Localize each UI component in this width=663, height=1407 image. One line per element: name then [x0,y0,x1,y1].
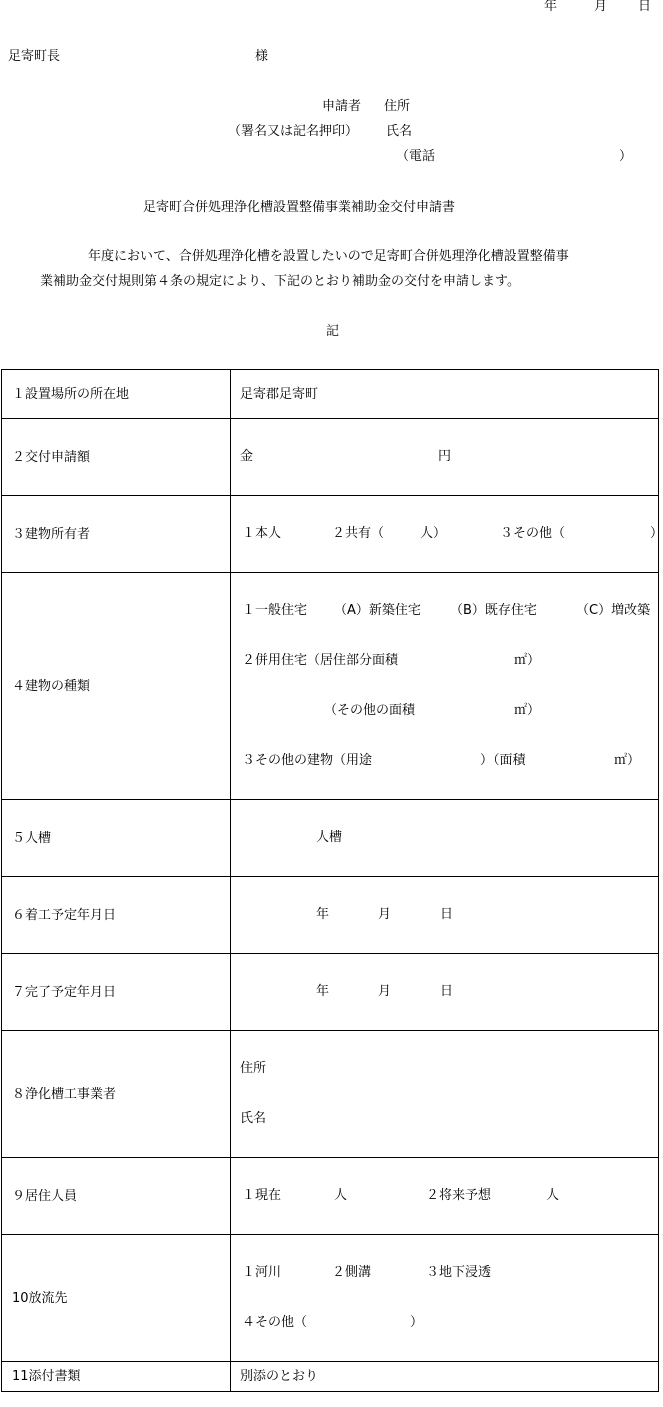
capacity-cell [231,800,659,877]
discharge-other-close: ） [410,1315,424,1330]
completion-date-day: 日 [440,984,454,999]
addressee-name: 足寄町長 [8,49,61,64]
applicant-phone-close: ） [619,149,633,164]
owner-shared-unit: 人） [420,526,447,541]
start-date-day: 日 [440,907,454,922]
table-row [2,370,659,419]
applicant-address-label: 住所 [384,99,411,114]
contractor-address-label: 住所 [240,1061,267,1076]
building-type-existing: （B）既存住宅 [450,603,537,618]
other-building-unit: ㎡） [614,753,641,768]
table-row [2,954,659,1031]
row-label: ２交付申請額 [2,419,231,496]
row-label: ５人槽 [2,800,231,877]
table-row [2,1031,659,1158]
row-label: ８浄化槽工事業者 [2,1031,231,1158]
mixed-use-other-unit: ㎡） [514,703,541,718]
table-row [2,1362,659,1392]
building-type-new: （A）新築住宅 [334,603,421,618]
mixed-use-other-area: （その他の面積 [324,703,416,718]
date-day-label: 日 [638,0,652,14]
residents-cell [231,1158,659,1235]
owner-cell [231,496,663,573]
residents-future: ２将来予想 [426,1188,492,1203]
start-date-cell [231,877,659,954]
row-label: ３建物所有者 [2,496,231,573]
date-year-label: 年 [544,0,558,14]
date-month-label: 月 [594,0,608,14]
location-value: 足寄郡足寄町 [231,370,659,419]
application-form-table [1,369,663,1392]
building-type-extension: （C）増改築 [576,603,651,618]
building-type-residential: １一般住宅 [242,603,308,618]
applicant-seal-note: （署名又は記名押印） [228,124,359,139]
owner-option-other: ３その他（ [500,526,566,541]
completion-date-cell [231,954,659,1031]
contractor-cell [231,1031,659,1158]
start-date-year: 年 [316,907,330,922]
row-label: 10放流先 [2,1235,231,1362]
body-line-2: 業補助金交付規則第４条の規定により、下記のとおり補助金の交付を申請します。 [40,274,520,289]
kin-label: 金 [240,449,254,464]
owner-option-self: １本人 [242,526,282,541]
discharge-gutter: ２側溝 [332,1265,372,1280]
completion-date-year: 年 [316,984,330,999]
attachments-value: 別添のとおり [231,1362,659,1392]
row-label: １設置場所の所在地 [2,370,231,419]
row-label: 11添付書類 [2,1362,231,1392]
capacity-unit: 人槽 [316,830,343,845]
residents-current: １現在 [242,1188,282,1203]
table-row [2,800,659,877]
applicant-label: 申請者 [322,99,362,114]
residents-current-unit: 人 [334,1188,348,1203]
addressee-honorific: 様 [255,49,269,64]
contractor-name-label: 氏名 [240,1111,267,1126]
other-building-use: ３その他の建物（用途 [242,753,373,768]
row-label: ７完了予定年月日 [2,954,231,1031]
row-label: ４建物の種類 [2,573,231,800]
table-row [2,573,659,800]
table-row [2,1158,659,1235]
row-label: ９居住人員 [2,1158,231,1235]
ki-heading: 記 [326,324,340,339]
discharge-cell [231,1235,659,1362]
applicant-phone-open: （電話 [396,149,436,164]
row-label: ６着工予定年月日 [2,877,231,954]
mixed-use-residential-unit: ㎡） [514,653,541,668]
mixed-use-residential-area: ２併用住宅（居住部分面積 [242,653,399,668]
table-row [2,1235,659,1362]
building-type-cell [231,573,659,800]
owner-other-close: ） [650,526,663,541]
table-row [2,496,659,573]
yen-label: 円 [438,449,452,464]
table-row [2,419,659,496]
completion-date-month: 月 [378,984,392,999]
residents-future-unit: 人 [546,1188,560,1203]
table-row [2,877,659,954]
amount-cell [231,419,659,496]
discharge-underground: ３地下浸透 [426,1265,492,1280]
discharge-river: １河川 [242,1265,282,1280]
other-building-area: ）（面積 [480,753,526,768]
discharge-other: ４その他（ [242,1315,308,1330]
owner-option-shared: ２共有（ [332,526,385,541]
body-line-1: 年度において、合併処理浄化槽を設置したいので足寄町合併処理浄化槽設置整備事 [88,249,569,264]
document-title: 足寄町合併処理浄化槽設置整備事業補助金交付申請書 [143,200,456,215]
start-date-month: 月 [378,907,392,922]
applicant-name-label: 氏名 [386,124,413,139]
